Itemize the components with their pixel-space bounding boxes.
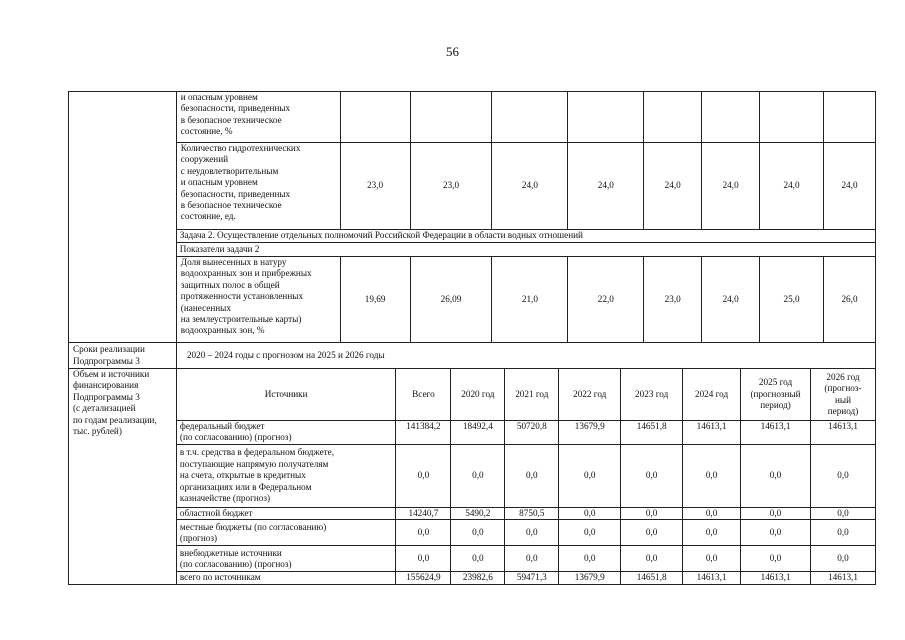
indicators-table	[68, 91, 876, 343]
finance-value: 18492,4	[451, 421, 505, 445]
column-header: 2025 год (прогнозный период)	[741, 369, 811, 421]
finance-value: 0,0	[505, 445, 559, 508]
table-row	[69, 230, 876, 243]
indicator-value	[492, 92, 568, 143]
terms-table	[68, 342, 876, 369]
column-header: 2021 год	[505, 369, 559, 421]
finance-value: 14613,1	[811, 421, 876, 445]
column-header: 2020 год	[451, 369, 505, 421]
indicator-value: 22,0	[568, 257, 644, 343]
finance-value: 0,0	[621, 445, 683, 508]
column-header: 2026 год (прогноз- ный период)	[811, 369, 876, 421]
indicator-value: 23,0	[340, 143, 410, 230]
table-row	[69, 343, 876, 369]
page-number: 56	[446, 44, 459, 59]
table-row	[69, 508, 876, 520]
table-row	[69, 257, 876, 343]
finance-value: 0,0	[811, 546, 876, 572]
task-title: Задача 2. Осуществление отдельных полномочий Российской Федерации в области водных отношений	[176, 230, 875, 243]
finance-value: 155624,9	[396, 572, 451, 584]
finance-value: 0,0	[396, 520, 451, 546]
column-header: 2023 год	[621, 369, 683, 421]
finance-value: 0,0	[741, 520, 811, 546]
finance-value: 0,0	[741, 508, 811, 520]
finance-value: 14240,7	[396, 508, 451, 520]
finance-value: 0,0	[396, 546, 451, 572]
finance-value: 0,0	[559, 445, 621, 508]
column-header: Всего	[396, 369, 451, 421]
indicator-value: 24,0	[760, 143, 824, 230]
source-label: федеральный бюджет (по согласованию) (прогноз)	[176, 421, 396, 445]
finance-value: 14651,8	[621, 421, 683, 445]
table-row	[69, 92, 876, 143]
terms-label: Сроки реализации Подпрограммы 3	[69, 343, 177, 369]
indicator-value	[568, 92, 644, 143]
indicator-value: 24,0	[568, 143, 644, 230]
column-header: 2024 год	[683, 369, 741, 421]
finance-value: 0,0	[811, 445, 876, 508]
table-row	[69, 546, 876, 572]
finance-value: 0,0	[683, 445, 741, 508]
indicator-label: Количество гидротехнических сооружений с неудовлетворительным и опасным уровнем безопасности, приведенных в безопасное техническое состояние, ед.	[176, 143, 340, 230]
finance-value: 0,0	[741, 445, 811, 508]
indicator-value	[760, 92, 824, 143]
indicator-value: 26,09	[410, 257, 492, 343]
indicator-value	[702, 92, 760, 143]
finance-value: 0,0	[683, 508, 741, 520]
indicator-label: и опасным уровнем безопасности, приведенных в безопасное техническое состояние, %	[176, 92, 340, 143]
table-row	[69, 572, 876, 584]
indicator-value: 24,0	[702, 143, 760, 230]
finance-value: 23982,6	[451, 572, 505, 584]
finance-value: 0,0	[811, 508, 876, 520]
indicator-value	[823, 92, 875, 143]
source-label: в т.ч. средства в федеральном бюджете, поступающие напрямую получателям на счета, открытые в кредитных организациях или в Федеральном казначействе (прогноз)	[176, 445, 396, 508]
finance-value: 13679,9	[559, 572, 621, 584]
finance-value: 14613,1	[741, 572, 811, 584]
table-row	[69, 445, 876, 508]
finance-value: 0,0	[451, 520, 505, 546]
table-header-row	[69, 369, 876, 421]
finance-value: 13679,9	[559, 421, 621, 445]
left-column-cell	[69, 92, 177, 343]
finance-value: 5490,2	[451, 508, 505, 520]
finance-value: 0,0	[621, 508, 683, 520]
indicator-value	[340, 92, 410, 143]
indicator-value	[410, 92, 492, 143]
indicator-value: 24,0	[823, 143, 875, 230]
finance-value: 0,0	[505, 546, 559, 572]
indicator-value: 23,0	[644, 257, 702, 343]
finance-value: 0,0	[621, 520, 683, 546]
indicator-value: 19,69	[340, 257, 410, 343]
finance-value: 0,0	[451, 445, 505, 508]
source-label: областной бюджет	[176, 508, 396, 520]
finance-value: 0,0	[811, 520, 876, 546]
finance-value: 14613,1	[683, 421, 741, 445]
finance-value: 0,0	[683, 520, 741, 546]
indicator-value: 24,0	[492, 143, 568, 230]
financing-table	[68, 368, 876, 585]
finance-value: 50720,8	[505, 421, 559, 445]
source-label: внебюджетные источники (по согласованию) (прогноз)	[176, 546, 396, 572]
indicator-value: 21,0	[492, 257, 568, 343]
table-row	[69, 421, 876, 445]
task-indicators-heading: Показатели задачи 2	[176, 243, 875, 257]
table-row	[69, 143, 876, 230]
terms-value: 2020 – 2024 годы с прогнозом на 2025 и 2026 годы	[176, 343, 875, 369]
finance-value: 14651,8	[621, 572, 683, 584]
finance-value: 0,0	[559, 508, 621, 520]
finance-value: 0,0	[621, 546, 683, 572]
finance-value: 141384,2	[396, 421, 451, 445]
column-header: 2022 год	[559, 369, 621, 421]
indicator-value: 24,0	[644, 143, 702, 230]
finance-value: 0,0	[505, 520, 559, 546]
indicator-value	[644, 92, 702, 143]
indicator-value: 24,0	[702, 257, 760, 343]
finance-value: 0,0	[559, 520, 621, 546]
indicator-value: 23,0	[410, 143, 492, 230]
source-label: местные бюджеты (по согласованию) (прогноз)	[176, 520, 396, 546]
finance-value: 14613,1	[741, 421, 811, 445]
indicator-value: 25,0	[760, 257, 824, 343]
table-row	[69, 520, 876, 546]
finance-value: 0,0	[396, 445, 451, 508]
column-header: Источники	[176, 369, 396, 421]
finance-value: 0,0	[683, 546, 741, 572]
finance-value: 8750,5	[505, 508, 559, 520]
finance-value: 0,0	[559, 546, 621, 572]
indicator-label: Доля вынесенных в натуру водоохранных зон и прибрежных защитных полос в общей протяженности установленных (нанесенных на землеустроительные карты) водоохранных зон, %	[176, 257, 340, 343]
source-label: всего по источникам	[176, 572, 396, 584]
finance-label: Объем и источники финансирования Подпрограммы 3 (с детализацией по годам реализации, тыс. рублей)	[69, 369, 177, 585]
indicator-value: 26,0	[823, 257, 875, 343]
table-row	[69, 243, 876, 257]
finance-value: 0,0	[451, 546, 505, 572]
finance-value: 59471,3	[505, 572, 559, 584]
finance-value: 14613,1	[811, 572, 876, 584]
finance-value: 0,0	[741, 546, 811, 572]
finance-value: 14613,1	[683, 572, 741, 584]
